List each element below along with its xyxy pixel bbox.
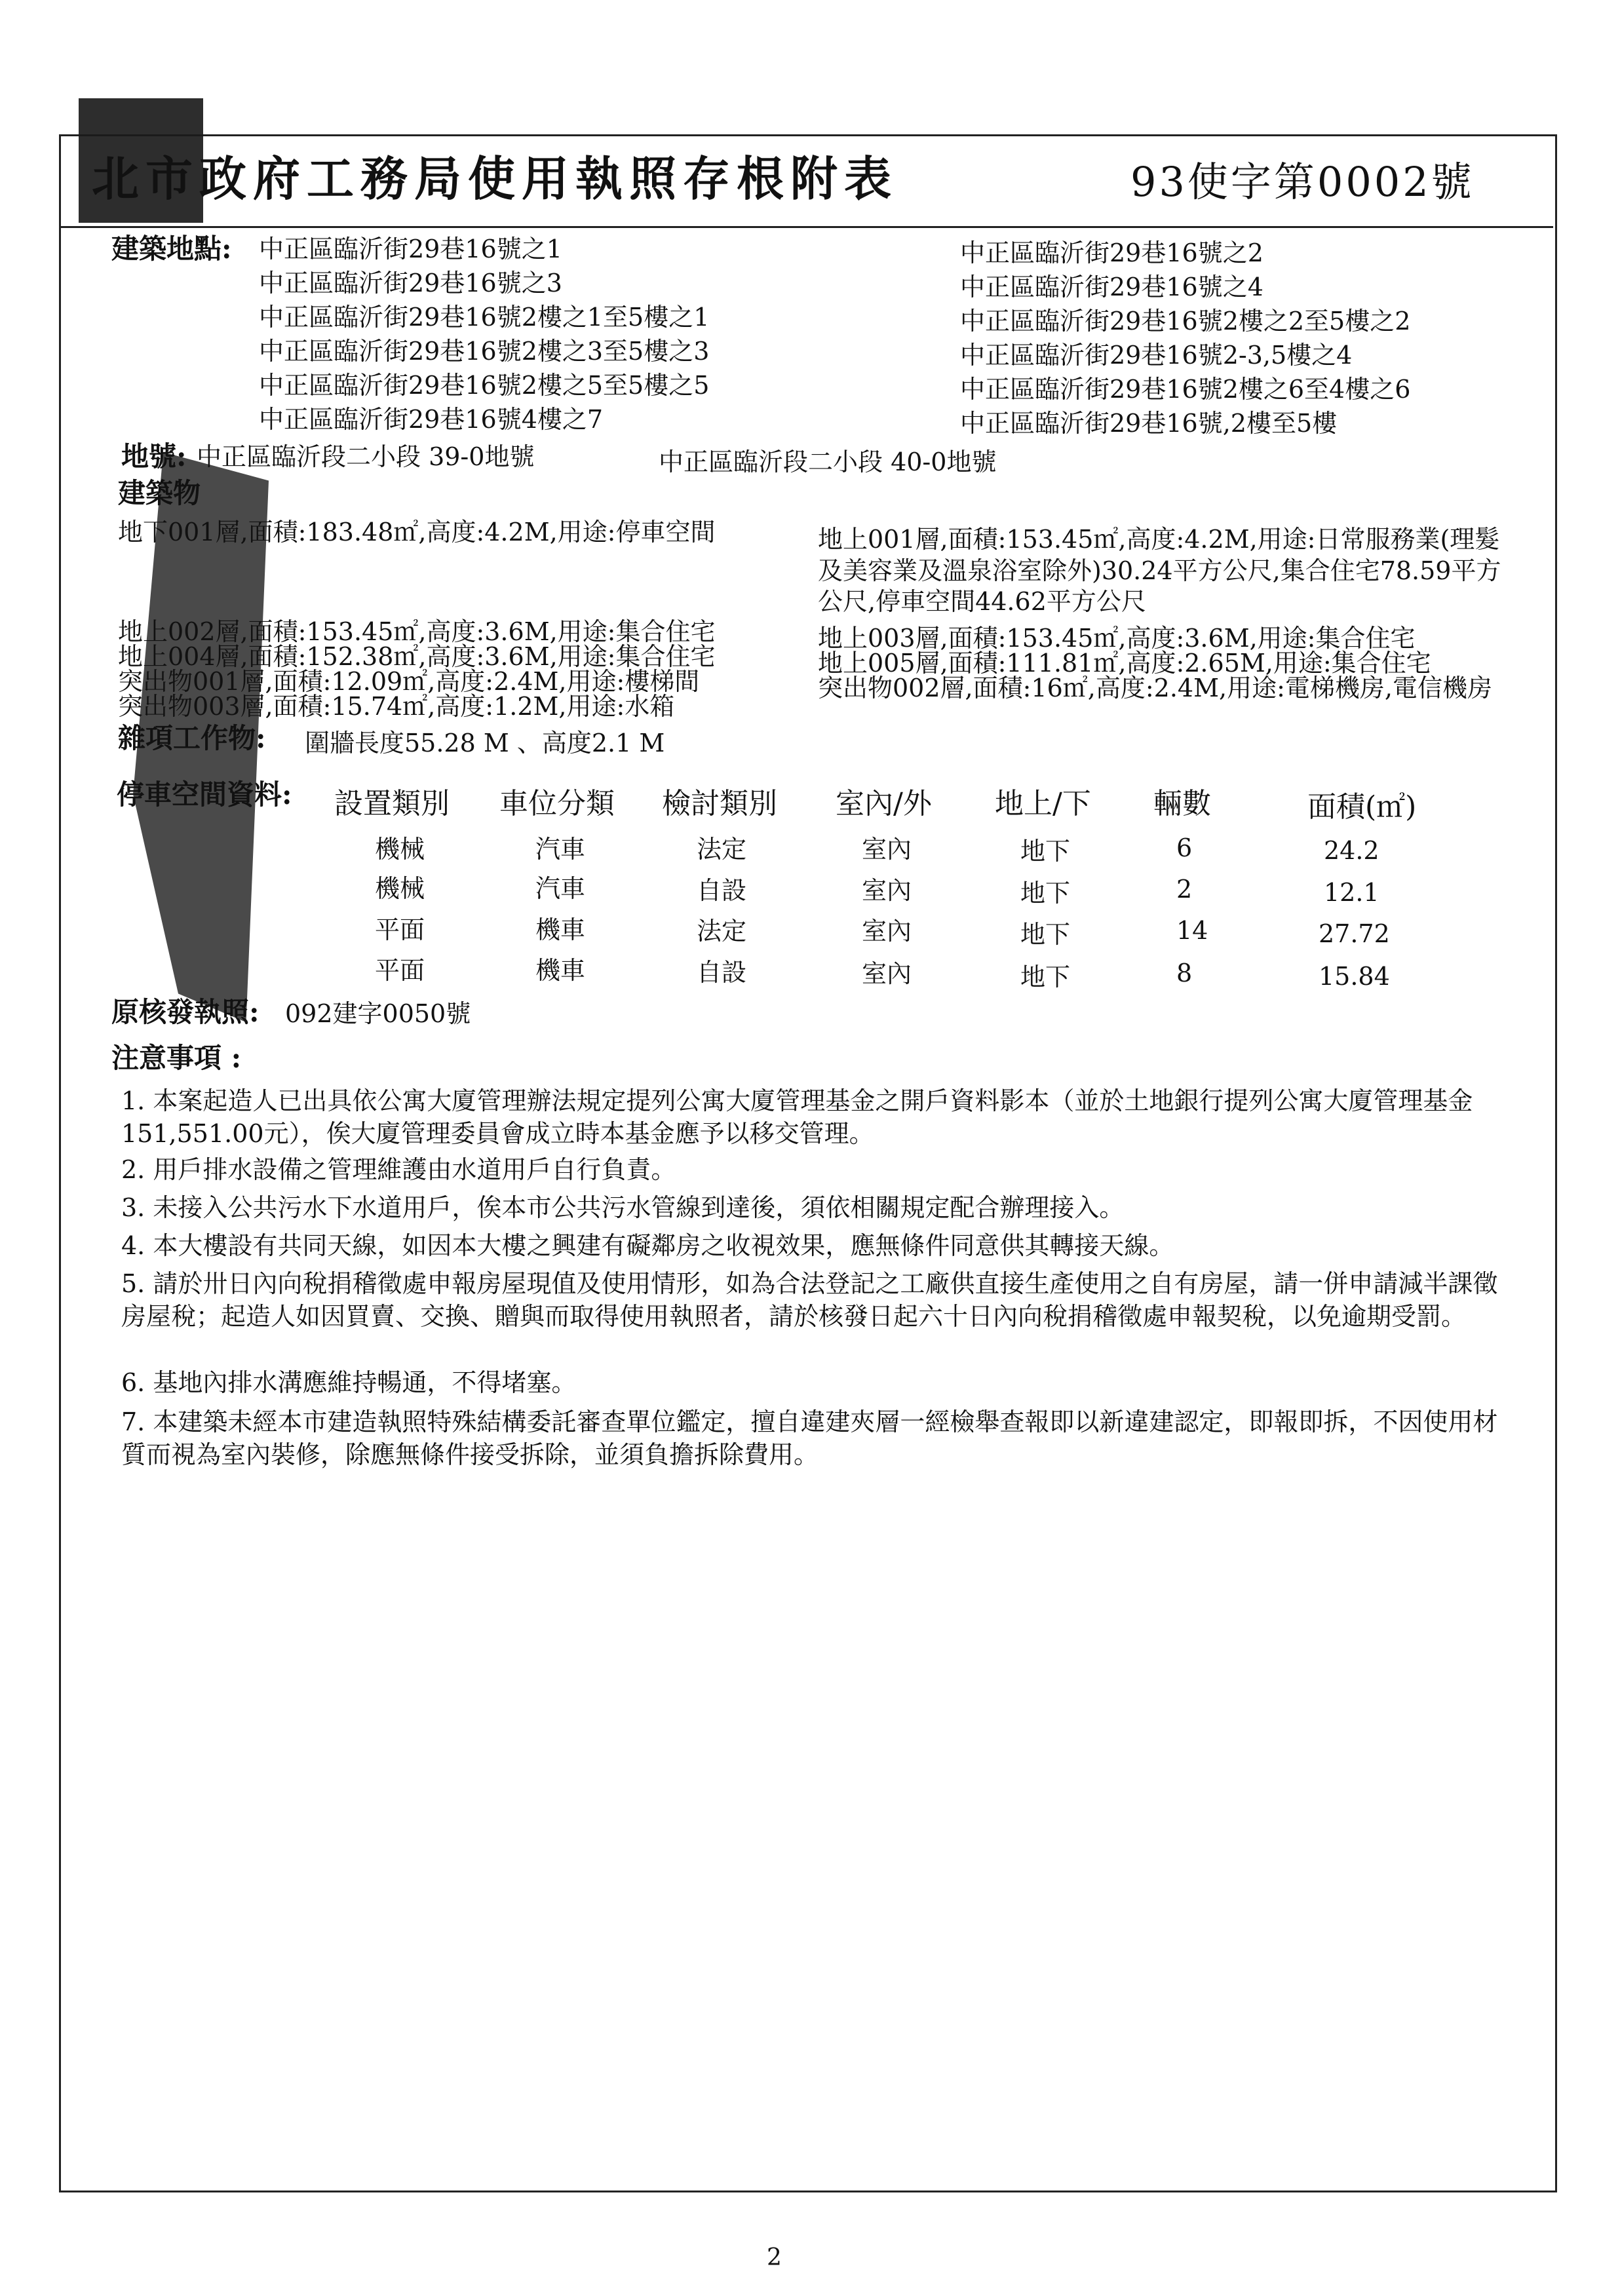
note-item-6: 6. 基地內排水溝應維持暢通，不得堵塞。: [121, 1368, 577, 1397]
building-left-4: 突出物001層,面積:12.09㎡,高度:2.4M,用途:樓梯間: [118, 667, 700, 696]
table-cell: 機車: [535, 915, 586, 944]
permit-number: 93使字第0002號: [1130, 158, 1475, 206]
parking-col-class: 車位分類: [499, 787, 615, 820]
address-left-5: 中正區臨沂街29巷16號2樓之5至5樓之5: [259, 371, 710, 400]
table-cell: 地下: [1020, 837, 1071, 866]
table-cell: 自設: [697, 958, 747, 987]
note-item-2: 2. 用戶排水設備之管理維護由水道用戶自行負責。: [121, 1155, 676, 1184]
table-cell: 汽車: [535, 835, 586, 864]
address-left-2: 中正區臨沂街29巷16號之3: [259, 269, 562, 297]
building-left-3: 地上004層,面積:152.38㎡,高度:3.6M,用途:集合住宅: [118, 642, 716, 671]
note-item-3: 3. 未接入公共污水下水道用戶，俟本市公共污水管線到達後，須依相關規定配合辦理接入。: [121, 1193, 1125, 1222]
building-right-3: 地上005層,面積:111.81㎡,高度:2.65M,用途:集合住宅: [818, 649, 1431, 678]
notes-label: 注意事項 :: [111, 1042, 242, 1074]
table-cell: 地下: [1020, 920, 1071, 949]
address-left-6: 中正區臨沂街29巷16號4樓之7: [259, 405, 604, 434]
table-cell: 法定: [697, 835, 747, 864]
table-cell: 6: [1176, 833, 1193, 862]
table-cell: 機械: [375, 835, 425, 864]
table-cell: 平面: [375, 956, 425, 985]
parking-col-type: 設置類別: [334, 787, 450, 820]
table-cell: 汽車: [535, 874, 586, 903]
table-cell: 12.1: [1324, 878, 1379, 907]
parking-col-review: 檢討類別: [662, 787, 777, 820]
table-cell: 機械: [375, 874, 425, 903]
misc-label: 雜項工作物:: [118, 722, 266, 754]
table-cell: 15.84: [1319, 962, 1390, 991]
page-number: 2: [767, 2244, 782, 2271]
address-right-3: 中正區臨沂街29巷16號2樓之2至5樓之2: [960, 307, 1411, 335]
parking-label: 停車空間資料:: [117, 778, 292, 811]
parking-col-inout: 室內/外: [836, 787, 932, 820]
address-right-4: 中正區臨沂街29巷16號2-3,5樓之4: [960, 341, 1353, 370]
table-cell: 機車: [535, 956, 586, 985]
table-cell: 24.2: [1324, 836, 1379, 865]
address-right-5: 中正區臨沂街29巷16號2樓之6至4樓之6: [960, 375, 1411, 404]
table-cell: 8: [1176, 959, 1193, 987]
note-item-1: 1. 本案起造人已出具依公寓大廈管理辦法規定提列公寓大廈管理基金之開戶資料影本（並於土地銀行提列公寓大廈管理基金151,551.00元），俟大廈管理委員會成立時本基金應予以移交管理。: [121, 1086, 1473, 1149]
lot-left: 中正區臨沂段二小段 39-0地號: [197, 442, 535, 471]
address-right-2: 中正區臨沂街29巷16號之4: [960, 273, 1263, 301]
building-right-1: 地上001層,面積:153.45㎡,高度:4.2M,用途:日常服務業(理髮及美容業及溫泉浴室除外)30.24平方公尺,集合住宅78.59平方公尺,停車空間44.62平方公尺: [818, 525, 1501, 616]
table-cell: 27.72: [1319, 919, 1390, 948]
original-permit-value: 092建字0050號: [285, 999, 471, 1028]
note-item-4: 4. 本大樓設有共同天線，如因本大樓之興建有礙鄰房之收視效果，應無條件同意供其轉接天線。: [121, 1231, 1174, 1260]
building-left-5: 突出物003層,面積:15.74㎡,高度:1.2M,用途:水箱: [118, 692, 675, 721]
building-right-4: 突出物002層,面積:16㎡,高度:2.4M,用途:電梯機房,電信機房: [818, 674, 1492, 702]
table-cell: 2: [1176, 875, 1193, 904]
page-title: 北市政府工務局使用執照存根附表: [92, 151, 898, 206]
note-item-5: 5. 請於卅日內向稅捐稽徵處申報房屋現值及使用情形，如為合法登記之工廠供直接生產使用之自有房屋，請一併申請減半課徵房屋稅；起造人如因買賣、交換、贈與而取得使用執照者，請於核發日起六十日內向稅捐稽徵處申報契稅，以免逾期受罰。: [121, 1269, 1498, 1331]
building-right-2: 地上003層,面積:153.45㎡,高度:3.6M,用途:集合住宅: [818, 624, 1416, 653]
table-cell: 室內: [862, 917, 912, 946]
table-cell: 14: [1176, 916, 1208, 945]
lot-right: 中正區臨沂段二小段 40-0地號: [659, 448, 997, 476]
address-left-4: 中正區臨沂街29巷16號2樓之3至5樓之3: [259, 337, 710, 366]
address-label: 建築地點:: [111, 233, 232, 265]
address-left-1: 中正區臨沂街29巷16號之1: [259, 235, 562, 263]
building-left-1: 地下001層,面積:183.48㎡,高度:4.2M,用途:停車空間: [118, 518, 716, 546]
table-cell: 地下: [1020, 879, 1071, 908]
table-cell: 室內: [862, 959, 912, 988]
parking-col-count: 輛數: [1153, 787, 1211, 820]
address-left-3: 中正區臨沂街29巷16號2樓之1至5樓之1: [259, 303, 710, 332]
lot-label: 地號:: [121, 440, 187, 472]
table-cell: 法定: [697, 917, 747, 946]
table-cell: 地下: [1020, 963, 1071, 991]
address-right-1: 中正區臨沂街29巷16號之2: [960, 239, 1263, 267]
note-item-7: 7. 本建築未經本市建造執照特殊結構委託審查單位鑑定，擅自違建夾層一經檢舉查報即以新違建認定，即報即拆，不因使用材質而視為室內裝修，除應無條件接受拆除，並須負擔拆除費用。: [121, 1407, 1498, 1470]
building-label: 建築物: [118, 477, 201, 509]
misc-value: 圍牆長度55.28 M 、高度2.1 M: [305, 729, 665, 757]
table-cell: 室內: [862, 876, 912, 905]
original-permit-label: 原核發執照:: [111, 996, 260, 1028]
parking-col-level: 地上/下: [995, 787, 1091, 820]
table-cell: 室內: [862, 835, 912, 864]
address-right-6: 中正區臨沂街29巷16號,2樓至5樓: [960, 409, 1338, 438]
building-left-2: 地上002層,面積:153.45㎡,高度:3.6M,用途:集合住宅: [118, 617, 716, 646]
parking-col-area: 面積(㎡): [1307, 790, 1417, 824]
table-cell: 平面: [375, 915, 425, 944]
table-cell: 自設: [697, 876, 747, 905]
